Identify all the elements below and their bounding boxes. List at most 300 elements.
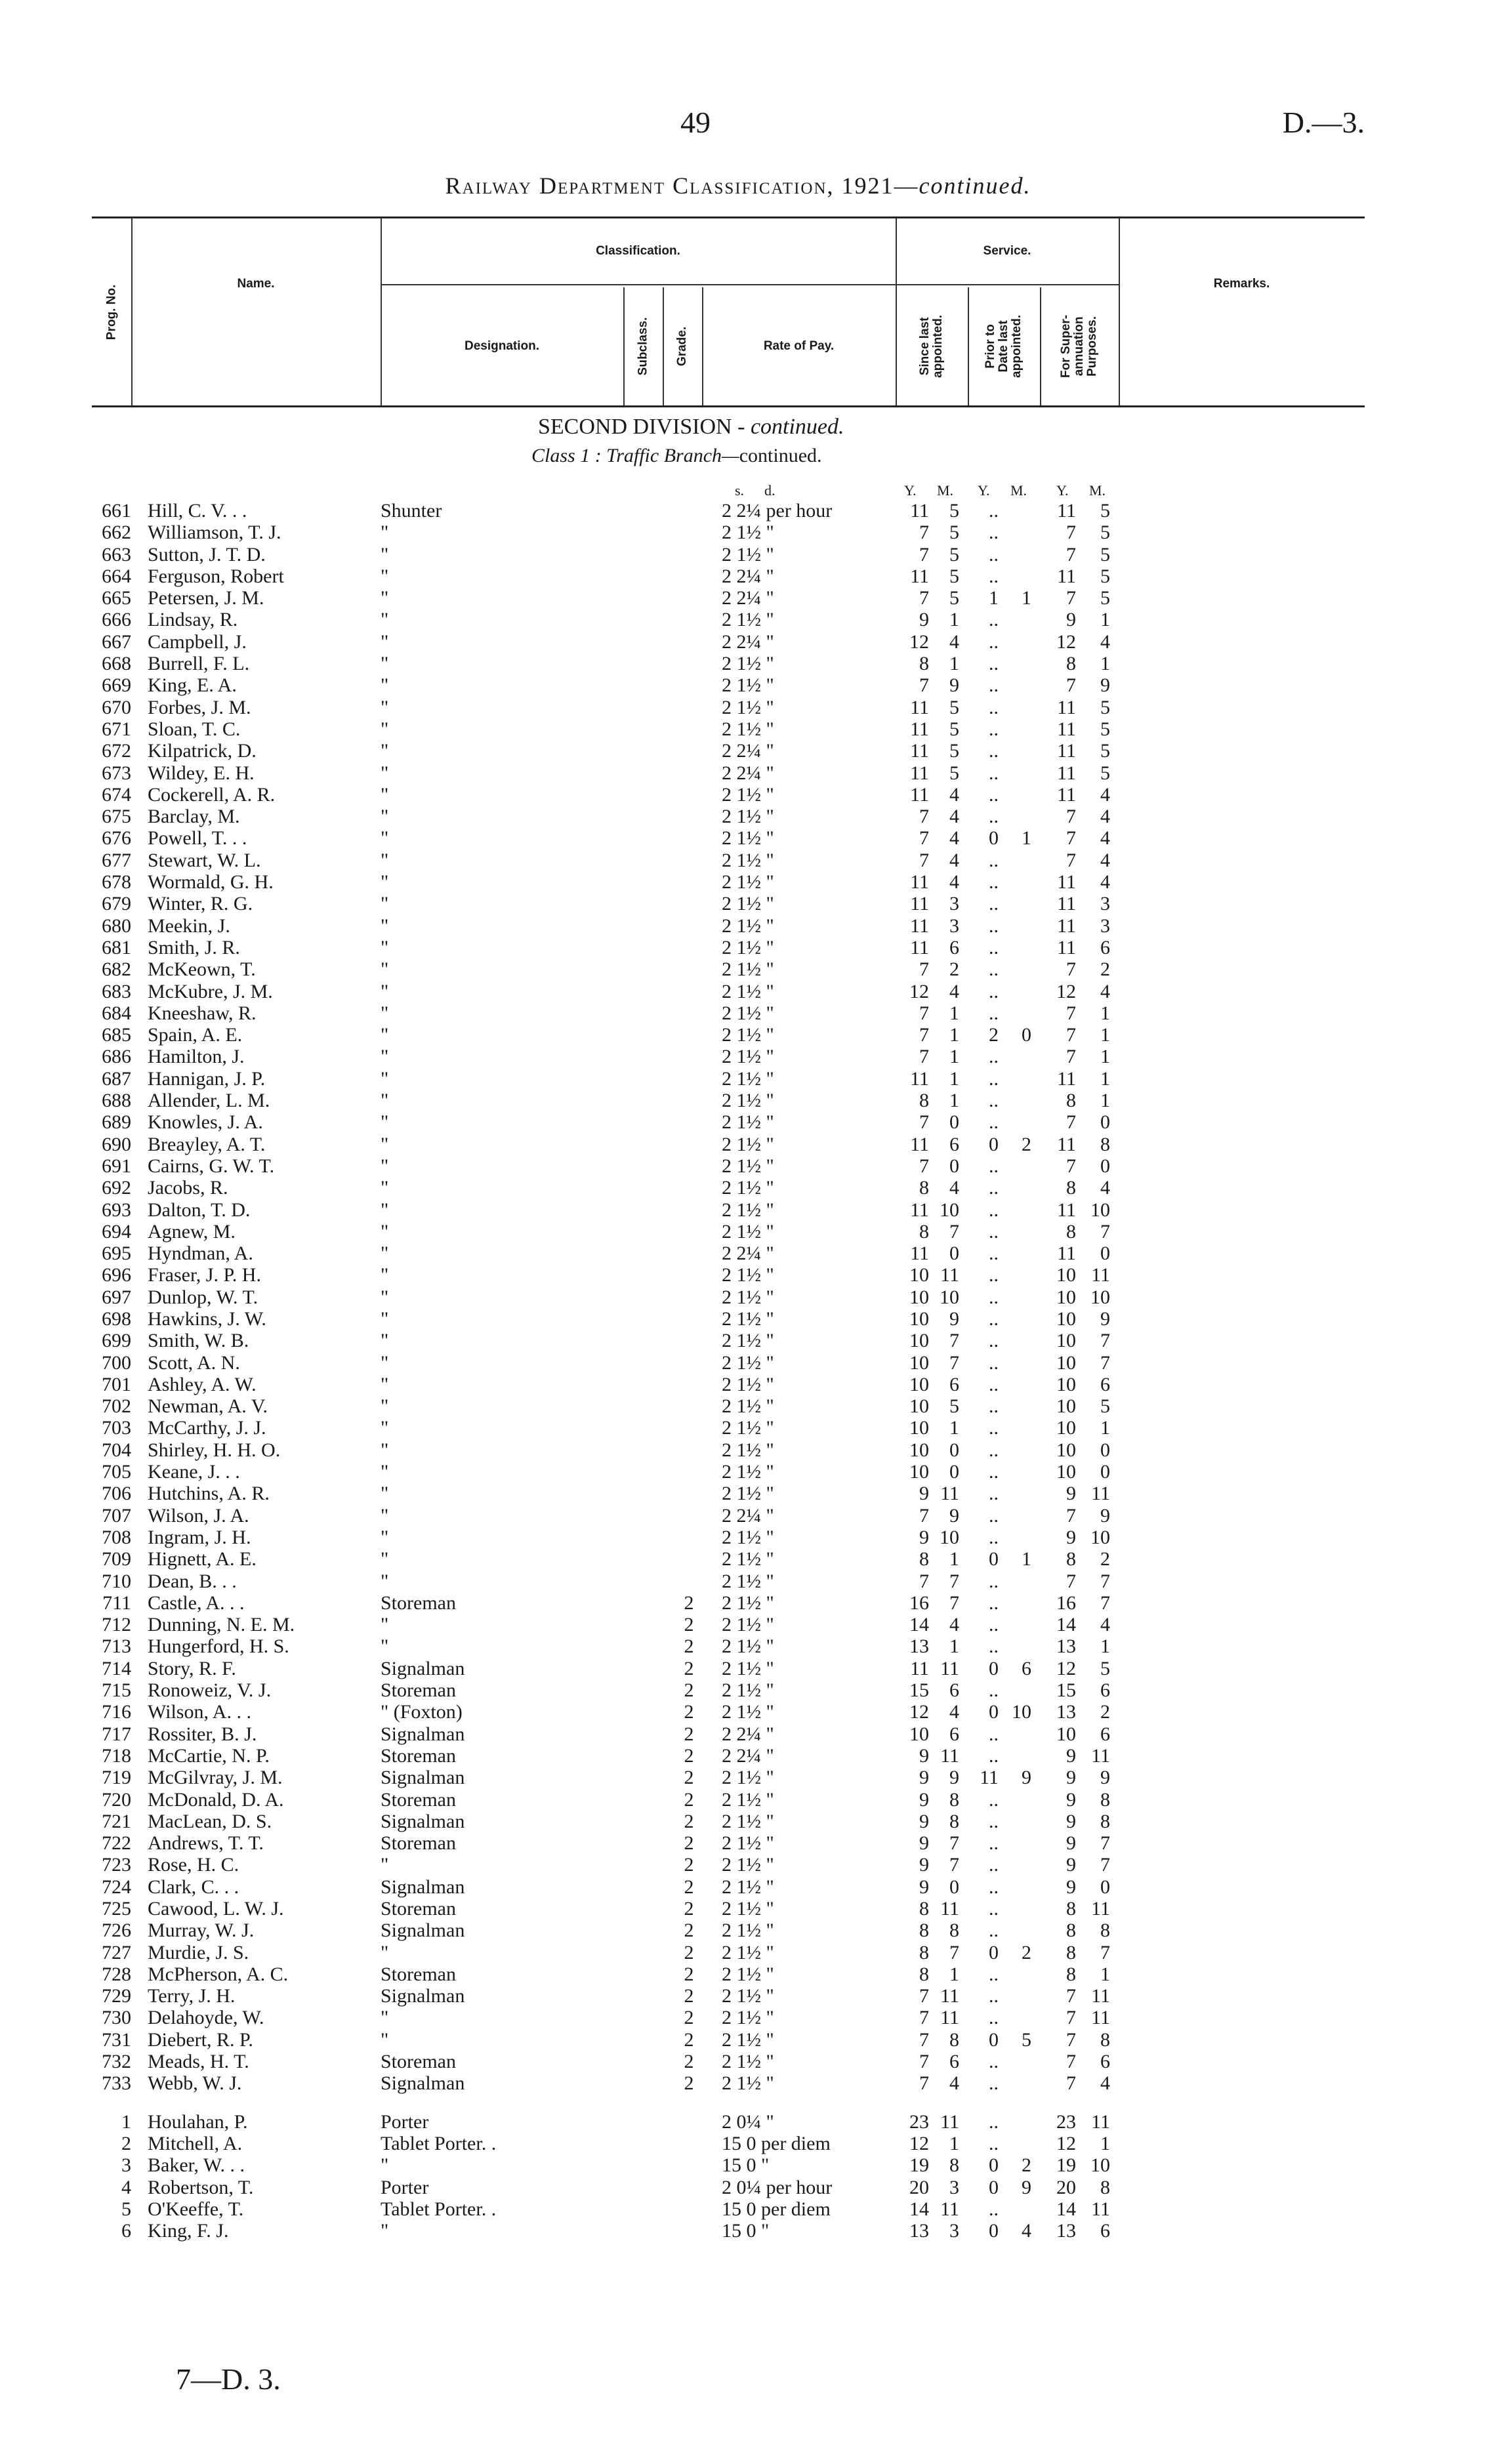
designation-cell: " [381,696,389,718]
prog-no-cell: 688 [102,1090,131,1112]
table-row [0,937,1511,958]
prior-years-cell: .. [989,1330,999,1352]
super-months-cell: 6 [1100,936,1110,958]
table-row [0,893,1511,914]
super-years-cell: 10 [1056,1330,1076,1352]
designation-cell: Storeman [381,1679,456,1702]
prior-months-cell: 2 [1022,2154,1031,2177]
prior-months-cell: 2 [1022,1133,1031,1155]
since-months-cell: 8 [949,1920,959,1942]
designation-cell: " [381,1002,389,1024]
since-years-cell: 10 [909,1417,929,1439]
super-months-cell: 6 [1100,1373,1110,1395]
super-years-cell: 11 [1057,1199,1076,1221]
page-reference: D.—3. [1282,106,1365,139]
super-years-cell: 7 [1066,2028,1076,2051]
name-cell: Delahoyde, W. [148,2007,264,2029]
since-years-cell: 19 [909,2154,929,2177]
super-years-cell: 11 [1057,1133,1076,1155]
designation-cell: " [381,1504,389,1527]
name-cell: Lindsay, R. [148,609,238,631]
since-years-cell: 9 [919,1483,929,1505]
since-months-cell: 1 [949,1090,959,1112]
name-cell: Ferguson, Robert [148,565,284,587]
prog-no-cell: 689 [102,1111,131,1134]
prior-years-cell: 0 [989,1941,999,1963]
prior-years-cell: .. [989,1155,999,1177]
subclass-cell: 2 [684,1941,694,1963]
prog-no-cell: 719 [102,1767,131,1789]
super-months-cell: 11 [1091,1483,1110,1505]
super-years-cell: 10 [1056,1264,1076,1286]
prior-years-cell: .. [989,1351,999,1374]
designation-cell: Signalman [381,1767,465,1789]
rate-cell: 2 1½ " [722,1483,774,1505]
table-row [0,1483,1511,1504]
since-months-cell: 6 [949,1373,959,1395]
super-years-cell: 11 [1057,762,1076,784]
name-cell: Webb, W. J. [148,2072,242,2095]
table-row [0,522,1511,543]
prog-no-cell: 663 [102,543,131,565]
table-row [0,2051,1511,2072]
prior-years-cell: .. [989,2110,999,2133]
since-months-cell: 0 [949,1242,959,1265]
prog-no-cell: 714 [102,1657,131,1679]
rate-cell: 15 0 per diem [722,2132,831,2154]
since-years-cell: 11 [910,871,929,893]
subclass-cell: 2 [684,1591,694,1614]
prior-years-cell: .. [989,2132,999,2154]
super-years-cell: 9 [1066,1767,1076,1789]
rate-cell: 2 1½ " [722,1788,774,1811]
since-years-cell: 7 [919,958,929,981]
super-years-cell: 10 [1056,1351,1076,1374]
designation-cell: " [381,630,389,653]
since-years-cell: 12 [909,1701,929,1723]
since-months-cell: 5 [949,565,959,587]
rate-cell: 2 1½ " [722,849,774,871]
rate-cell: 2 1½ " [722,653,774,675]
prior-years-cell: .. [989,893,999,915]
table-row [0,1221,1511,1242]
prog-no-cell: 682 [102,958,131,981]
since-months-cell: 6 [949,1133,959,1155]
name-cell: O'Keeffe, T. [148,2198,244,2220]
rate-cell: 2 1½ " [722,1090,774,1112]
rate-cell: 2 1½ " [722,1067,774,1090]
super-years-cell: 7 [1066,806,1076,828]
super-months-cell: 1 [1100,653,1110,675]
prog-no-cell: 680 [102,914,131,937]
since-months-cell: 5 [949,587,959,609]
table-row [0,674,1511,696]
super-months-cell: 6 [1100,1679,1110,1702]
super-years-cell: 11 [1057,500,1076,522]
since-years-cell: 7 [919,1111,929,1134]
name-cell: Keane, J. . . [148,1461,240,1483]
super-years-cell: 8 [1066,1920,1076,1942]
name-cell: Stewart, W. L. [148,849,261,871]
rate-cell: 2 1½ " [722,936,774,958]
table-row [0,1068,1511,1090]
prog-no-cell: 5 [121,2198,131,2220]
prior-months-cell: 1 [1022,587,1031,609]
prog-no-cell: 1 [121,2110,131,2133]
super-years-cell: 13 [1056,2220,1076,2242]
super-months-cell: 11 [1091,1264,1110,1286]
prior-years-cell: .. [989,1591,999,1614]
super-years-cell: 7 [1066,1985,1076,2007]
rate-cell: 2 1½ " [722,1417,774,1439]
name-cell: Hutchins, A. R. [148,1483,270,1505]
unit-months: M. [1089,482,1106,499]
prog-no-cell: 711 [102,1591,131,1614]
prior-years-cell: .. [989,2072,999,2095]
table-row [0,1177,1511,1199]
prior-years-cell: .. [989,1614,999,1636]
table-row [0,1658,1511,1679]
header-subclass: Subclass. [636,317,650,376]
super-months-cell: 2 [1100,958,1110,981]
super-years-cell: 20 [1056,2176,1076,2198]
subclass-cell: 2 [684,1788,694,1811]
designation-cell: " [381,1177,389,1199]
super-months-cell: 4 [1100,630,1110,653]
since-years-cell: 23 [909,2110,929,2133]
name-cell: Burrell, F. L. [148,653,250,675]
since-months-cell: 4 [949,806,959,828]
rate-cell: 2 1½ " [722,1679,774,1702]
prog-no-cell: 670 [102,696,131,718]
designation-cell: " [381,806,389,828]
prior-years-cell: 0 [989,2154,999,2177]
super-months-cell: 1 [1100,2132,1110,2154]
prog-no-cell: 697 [102,1286,131,1308]
super-years-cell: 7 [1066,1570,1076,1592]
rate-cell: 2 1½ " [722,1461,774,1483]
name-cell: McPherson, A. C. [148,1963,289,1985]
since-years-cell: 7 [919,1570,929,1592]
prior-years-cell: .. [989,1876,999,1898]
super-months-cell: 4 [1100,806,1110,828]
prog-no-cell: 713 [102,1635,131,1658]
prior-years-cell: 2 [989,1024,999,1046]
super-months-cell: 11 [1091,2110,1110,2133]
super-months-cell: 11 [1091,2007,1110,2029]
rate-cell: 2 1½ " [722,1330,774,1352]
prog-no-cell: 730 [102,2007,131,2029]
since-years-cell: 11 [910,718,929,740]
since-months-cell: 5 [949,740,959,762]
rate-cell: 2 2¼ per hour [722,500,833,522]
since-months-cell: 3 [949,2220,959,2242]
prog-no-cell: 674 [102,783,131,806]
since-years-cell: 7 [919,849,929,871]
unit-shillings: s. [735,482,745,499]
table-row [0,762,1511,784]
prior-years-cell: .. [989,1307,999,1330]
since-months-cell: 1 [949,1002,959,1024]
name-cell: Mitchell, A. [148,2132,243,2154]
table-row [0,718,1511,740]
super-years-cell: 13 [1056,1701,1076,1723]
since-months-cell: 6 [949,2051,959,2073]
table-row [0,1352,1511,1374]
name-cell: Cairns, G. W. T. [148,1155,275,1177]
since-years-cell: 11 [910,500,929,522]
prog-no-cell: 696 [102,1264,131,1286]
rate-cell: 2 1½ " [722,1373,774,1395]
since-months-cell: 10 [940,1286,959,1308]
super-months-cell: 8 [1100,2028,1110,2051]
rate-cell: 15 0 " [722,2220,770,2242]
prog-no-cell: 708 [102,1526,131,1548]
rate-cell: 2 1½ " [722,1439,774,1461]
name-cell: Dalton, T. D. [148,1199,251,1221]
rate-cell: 2 1½ " [722,1395,774,1418]
header-prog-no: Prog. No. [104,284,119,340]
super-months-cell: 4 [1100,871,1110,893]
unit-months: M. [937,482,954,499]
unit-months: M. [1010,482,1027,499]
rate-cell: 2 2¼ " [722,1723,774,1745]
table-row [0,2177,1511,2198]
since-months-cell: 4 [949,849,959,871]
name-cell: Breayley, A. T. [148,1133,266,1155]
super-years-cell: 7 [1066,849,1076,871]
prog-no-cell: 720 [102,1788,131,1811]
designation-cell: Signalman [381,1810,465,1832]
designation-cell: " [381,2154,389,2177]
table-row [0,1242,1511,1264]
super-months-cell: 9 [1100,1504,1110,1527]
designation-cell: " [381,762,389,784]
rate-cell: 2 1½ " [722,1941,774,1963]
super-months-cell: 5 [1100,762,1110,784]
prior-months-cell: 1 [1022,1548,1031,1571]
name-cell: Dunning, N. E. M. [148,1614,295,1636]
prog-no-cell: 3 [121,2154,131,2177]
rate-cell: 2 1½ " [722,1351,774,1374]
table-row [0,740,1511,762]
since-years-cell: 15 [909,1679,929,1702]
subclass-cell: 2 [684,1767,694,1789]
since-years-cell: 8 [919,1920,929,1942]
designation-cell: " [381,1242,389,1265]
prog-no-cell: 717 [102,1723,131,1745]
super-months-cell: 9 [1100,1767,1110,1789]
prior-years-cell: .. [989,1854,999,1876]
since-years-cell: 12 [909,980,929,1002]
since-years-cell: 11 [910,1133,929,1155]
super-months-cell: 5 [1100,522,1110,544]
designation-cell: Storeman [381,1832,456,1855]
table-row [0,1417,1511,1439]
since-years-cell: 11 [910,1067,929,1090]
super-years-cell: 10 [1056,1439,1076,1461]
designation-cell: " [381,1351,389,1374]
super-years-cell: 10 [1056,1307,1076,1330]
designation-cell: " [381,1373,389,1395]
rate-cell: 2 1½ " [722,914,774,937]
name-cell: Hannigan, J. P. [148,1067,266,1090]
prog-no-cell: 692 [102,1177,131,1199]
rule [381,284,1119,285]
super-years-cell: 8 [1066,1177,1076,1199]
super-months-cell: 2 [1100,1548,1110,1571]
since-years-cell: 8 [919,1963,929,1985]
since-months-cell: 11 [940,1264,959,1286]
designation-cell: Signalman [381,1876,465,1898]
since-months-cell: 8 [949,1810,959,1832]
designation-cell: " [381,587,389,609]
prior-years-cell: .. [989,522,999,544]
since-years-cell: 20 [909,2176,929,2198]
super-years-cell: 11 [1057,936,1076,958]
rate-cell: 2 1½ " [722,1570,774,1592]
rate-cell: 2 1½ " [722,1220,774,1242]
designation-cell: " [381,1220,389,1242]
since-years-cell: 11 [910,762,929,784]
prior-years-cell: .. [989,1090,999,1112]
table-row [0,544,1511,565]
prog-no-cell: 683 [102,980,131,1002]
rate-cell: 2 1½ " [722,1591,774,1614]
rate-cell: 2 1½ " [722,1657,774,1679]
subclass-cell: 2 [684,2007,694,2029]
prog-no-cell: 4 [121,2176,131,2198]
prior-years-cell: 11 [980,1767,999,1789]
since-years-cell: 11 [910,1199,929,1221]
subclass-cell: 2 [684,2072,694,2095]
table-row [0,1571,1511,1592]
designation-cell: Signalman [381,1723,465,1745]
since-months-cell: 1 [949,1046,959,1068]
rate-cell: 2 1½ " [722,1810,774,1832]
rate-cell: 2 1½ " [722,2072,774,2095]
designation-cell: " [381,609,389,631]
prior-years-cell: .. [989,1461,999,1483]
table-row [0,1461,1511,1483]
super-years-cell: 11 [1057,914,1076,937]
table-row [0,653,1511,674]
super-months-cell: 1 [1100,1067,1110,1090]
name-cell: Hungerford, H. S. [148,1635,289,1658]
since-months-cell: 5 [949,696,959,718]
since-years-cell: 11 [910,893,929,915]
rate-cell: 2 2¼ " [722,565,774,587]
name-cell: Ashley, A. W. [148,1373,257,1395]
since-months-cell: 6 [949,936,959,958]
prog-no-cell: 666 [102,609,131,631]
table-row [0,1330,1511,1351]
super-years-cell: 10 [1056,1286,1076,1308]
name-cell: Diebert, R. P. [148,2028,253,2051]
since-years-cell: 7 [919,674,929,697]
prior-years-cell: .. [989,1810,999,1832]
designation-cell: " [381,1483,389,1505]
name-cell: McCarthy, J. J. [148,1417,266,1439]
designation-cell: " [381,1264,389,1286]
since-months-cell: 2 [949,958,959,981]
super-years-cell: 7 [1066,1155,1076,1177]
table-header [92,216,1365,407]
prior-months-cell: 6 [1022,1657,1031,1679]
prior-years-cell: .. [989,1111,999,1134]
rate-cell: 2 2¼ " [722,587,774,609]
prior-years-cell: .. [989,718,999,740]
rate-cell: 2 1½ " [722,827,774,850]
since-months-cell: 0 [949,1876,959,1898]
super-months-cell: 5 [1100,1395,1110,1418]
name-cell: Murdie, J. S. [148,1941,249,1963]
super-years-cell: 10 [1056,1373,1076,1395]
designation-cell: " [381,522,389,544]
designation-cell: " [381,1307,389,1330]
designation-cell: " [381,893,389,915]
super-years-cell: 14 [1056,1614,1076,1636]
prior-years-cell: .. [989,1483,999,1505]
prior-years-cell: .. [989,1002,999,1024]
prog-no-cell: 731 [102,2028,131,2051]
prior-months-cell: 5 [1022,2028,1031,2051]
super-months-cell: 4 [1100,2072,1110,2095]
super-years-cell: 14 [1056,2198,1076,2220]
rate-cell: 2 1½ " [722,1177,774,1199]
section-gap [0,2095,1511,2111]
since-months-cell: 3 [949,2176,959,2198]
name-cell: Newman, A. V. [148,1395,268,1418]
rate-cell: 2 1½ " [722,783,774,806]
super-years-cell: 9 [1066,1854,1076,1876]
table-row [0,1985,1511,2007]
header-classification: Classification. [596,244,680,258]
prior-years-cell: .. [989,980,999,1002]
since-years-cell: 11 [910,914,929,937]
prog-no-cell: 687 [102,1067,131,1090]
prog-no-cell: 732 [102,2051,131,2073]
since-years-cell: 7 [919,1504,929,1527]
prior-years-cell: .. [989,1635,999,1658]
designation-cell: " [381,740,389,762]
prog-no-cell: 718 [102,1744,131,1767]
designation-cell: " [381,1941,389,1963]
super-years-cell: 8 [1066,1548,1076,1571]
table-row [0,1046,1511,1067]
since-years-cell: 9 [919,1526,929,1548]
rate-cell: 2 1½ " [722,806,774,828]
designation-cell: Signalman [381,1920,465,1942]
prior-years-cell: .. [989,1788,999,1811]
super-years-cell: 10 [1056,1461,1076,1483]
since-years-cell: 9 [919,1788,929,1811]
prior-years-cell: .. [989,936,999,958]
since-months-cell: 0 [949,1155,959,1177]
super-months-cell: 1 [1100,1963,1110,1985]
super-months-cell: 1 [1100,1024,1110,1046]
prior-years-cell: .. [989,674,999,697]
name-cell: Baker, W. . . [148,2154,245,2177]
super-months-cell: 9 [1100,1307,1110,1330]
table-row [0,1723,1511,1745]
subclass-cell: 2 [684,1832,694,1855]
prog-no-cell: 677 [102,849,131,871]
since-months-cell: 11 [940,2110,959,2133]
name-cell: McGilvray, J. M. [148,1767,283,1789]
since-years-cell: 7 [919,587,929,609]
unit-years: Y. [978,482,990,499]
